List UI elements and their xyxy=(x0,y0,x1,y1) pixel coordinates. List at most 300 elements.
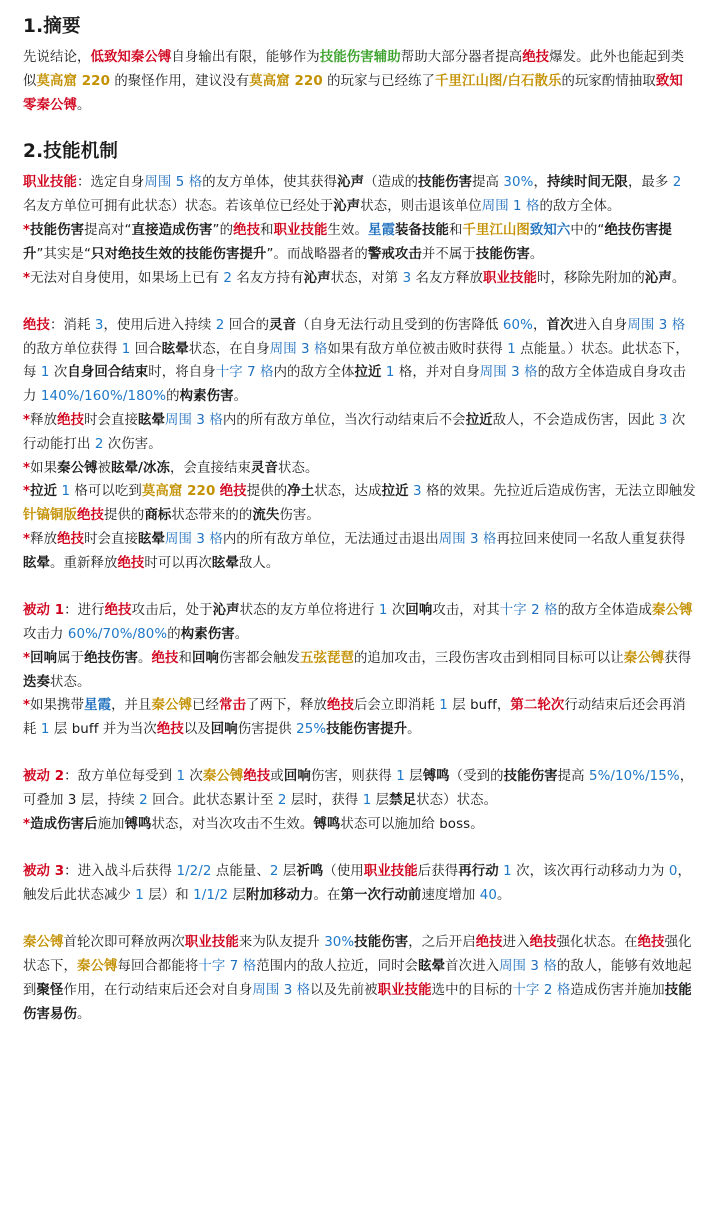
text-run: 140%/160%/180% xyxy=(40,389,167,405)
text-run: 攻击后，处于 xyxy=(131,603,213,619)
text-run: 莫高窟 220 xyxy=(249,73,323,89)
text-run: 技能伤害 xyxy=(354,935,409,951)
text-run: ：敌方单位每受到 xyxy=(64,769,177,785)
text-run: 针镐铜版 xyxy=(23,508,77,524)
text-run: 镈鸣 xyxy=(422,769,450,785)
text-run: 时会直接 xyxy=(84,413,139,429)
text-run: 层 xyxy=(371,793,390,809)
text-run: 绝技 xyxy=(76,508,104,524)
text-run: 作用，在行动结束后还会对自身 xyxy=(63,983,253,998)
text-run: 常击 xyxy=(219,698,246,714)
text-run: 无法对自身使用，如果场上已有 xyxy=(30,270,224,286)
text-run: 沁声 xyxy=(212,603,240,619)
text-run: 。 xyxy=(138,650,152,666)
text-run: 周围 3 格 xyxy=(252,983,311,998)
text-run: 2 xyxy=(269,864,279,880)
text-run: 十字 7 格 xyxy=(215,365,274,381)
text-run: 绝技伤害提升 xyxy=(23,222,672,262)
text-run: 星霞 xyxy=(368,222,395,238)
text-run: 点能量、 xyxy=(211,864,270,880)
text-run: 攻击，对其 xyxy=(432,603,500,619)
text-run: 次行动能打出 xyxy=(23,413,686,452)
passive-2-note-1 xyxy=(23,813,696,837)
text-run: 1 xyxy=(396,769,405,785)
text-run: 提高 xyxy=(472,175,504,191)
text-run: 灵音 xyxy=(269,317,297,333)
text-run: 。 xyxy=(529,246,544,262)
text-run: ，并且 xyxy=(111,698,152,714)
text-run: 星霞 xyxy=(84,698,112,714)
text-run: 周围 3 格 xyxy=(165,413,223,429)
text-run: 范围内的敌人拉近，同时会 xyxy=(256,959,419,975)
text-run: 十字 2 格 xyxy=(512,983,571,998)
text-run: * xyxy=(23,484,31,500)
text-run: 周围 3 格 xyxy=(499,959,557,975)
text-run: 层 xyxy=(278,864,297,880)
text-run: 技能伤害 xyxy=(475,246,530,262)
text-run: 伤害。 xyxy=(279,508,320,524)
text-run: 层 xyxy=(228,888,247,904)
text-run: 格可以吃到 xyxy=(70,484,142,500)
text-run: 被 xyxy=(97,460,112,476)
text-run: 构素伤害 xyxy=(180,626,235,642)
text-run: 祈鸣 xyxy=(296,864,324,880)
text-run: 警戒攻击 xyxy=(367,246,422,262)
text-run: 强化状态。在 xyxy=(556,935,638,951)
text-run: 职业技能 xyxy=(377,983,432,998)
text-run: 状态的友方单位将进行 xyxy=(239,603,379,619)
text-run: 1 xyxy=(135,888,144,904)
text-run: 绝技 xyxy=(529,935,557,951)
text-run: 了两下，释放 xyxy=(246,698,327,714)
text-run: 如果携带 xyxy=(30,698,85,714)
text-run: 绝技 xyxy=(522,50,550,65)
passive-3-paragraph xyxy=(23,860,696,908)
text-run: 。 xyxy=(671,270,686,286)
text-run: 聚怪 xyxy=(36,983,64,998)
text-run: 25% xyxy=(296,722,327,738)
text-run: ，最多 xyxy=(627,175,673,191)
text-run: ”的 xyxy=(212,222,234,238)
text-run: 的玩家酌情抽取 xyxy=(561,73,656,89)
text-run: 格的效果。先拉近后造成伤害，无法立即触发 xyxy=(421,484,696,500)
text-run: 伤害提供 xyxy=(237,722,297,738)
text-run: 选中的目标的 xyxy=(431,983,513,998)
text-run: 1 xyxy=(61,484,71,500)
text-run: 先说结论， xyxy=(23,50,91,65)
text-run: 回响 xyxy=(30,650,58,666)
text-run: 层 xyxy=(404,769,423,785)
text-run: ， xyxy=(532,317,547,333)
text-run: 来为队友提升 xyxy=(238,935,325,951)
text-run: 回合 xyxy=(130,341,162,357)
text-run: 2 xyxy=(277,793,287,809)
text-run: 的追加攻击，三段伤害攻击到相同目标可以让 xyxy=(353,650,624,666)
text-run: 秦公镈 xyxy=(202,769,244,785)
text-run: 绝技 xyxy=(23,317,50,333)
text-run: ，会直接结束 xyxy=(170,460,251,476)
text-run: 释放 xyxy=(30,413,58,429)
text-run: 3 xyxy=(413,484,422,500)
text-run: 内的所有敌方单位，当次行动结束后不会 xyxy=(222,413,466,429)
text-run: 爆发。此外也能起到类似 xyxy=(23,50,685,89)
text-run: 回响 xyxy=(210,722,238,738)
text-run: 首次 xyxy=(546,317,574,333)
text-run: 40 xyxy=(479,888,498,904)
ultimate-note-1 xyxy=(23,409,696,457)
section-title-mechanics: 2.技能机制 xyxy=(23,141,119,163)
text-run: 技能伤害 xyxy=(30,222,85,238)
text-run: 格，并对自身 xyxy=(394,365,480,381)
text-run: 回响 xyxy=(405,603,433,619)
text-run: 状态，对第 xyxy=(330,270,403,286)
text-run: 状态，达成 xyxy=(314,484,382,500)
text-run: ，可叠加 3 层，持续 xyxy=(23,769,694,809)
text-run: 首轮次即可释放两次 xyxy=(63,935,185,951)
text-run: 以及先前被 xyxy=(310,983,378,998)
text-run: 绝技 xyxy=(156,722,184,738)
text-run: 提供的 xyxy=(103,508,145,524)
text-run: 30% xyxy=(503,175,534,191)
conclusion-paragraph xyxy=(23,931,696,1026)
text-run: 周围 3 格 xyxy=(438,532,497,548)
text-run: 职业技能 xyxy=(184,935,239,951)
text-run: 秦公镈 xyxy=(151,698,193,714)
text-run: * xyxy=(23,460,31,476)
text-run: 2 xyxy=(672,175,682,191)
text-run: 眩晕 xyxy=(161,341,189,357)
text-run: 。 xyxy=(234,626,249,642)
text-run: 次伤害。 xyxy=(103,436,162,452)
text-run: 内的所有敌方单位，无法通过击退出 xyxy=(222,532,439,548)
text-run: 如果 xyxy=(30,460,58,476)
text-run: 秦公镈 xyxy=(23,935,64,951)
text-run: 沁声 xyxy=(333,199,361,215)
text-run: 时可以再次 xyxy=(144,555,212,571)
text-run: 构素伤害 xyxy=(179,389,234,405)
text-run: 并不属于 xyxy=(421,246,476,262)
text-run: 次 xyxy=(185,769,203,785)
text-run: 帮助大部分器者提高 xyxy=(400,50,523,65)
text-run: 3 xyxy=(94,317,104,333)
text-run: 2 xyxy=(139,793,148,809)
text-run: 施加 xyxy=(97,817,125,833)
text-run: 绝技 xyxy=(326,698,354,714)
text-run: 的敌方单位获得 xyxy=(23,341,122,357)
text-run: 周围 1 格 xyxy=(481,199,540,215)
text-run: 眩晕 xyxy=(418,959,446,975)
text-run: 眩晕 xyxy=(211,555,239,571)
text-run: 的敌方全体造成自身攻击力 xyxy=(23,365,687,405)
text-run: 拉近 xyxy=(354,365,382,381)
text-run: 强化状态下， xyxy=(23,935,692,975)
text-run: 1 xyxy=(121,341,131,357)
text-run: 和 xyxy=(260,222,274,238)
summary-paragraph xyxy=(23,46,696,117)
text-run: 的 xyxy=(167,626,181,642)
text-run: ：消耗 xyxy=(49,317,95,333)
text-run: 拉近 xyxy=(30,484,58,500)
text-run: 次，该次再行动移动力为 xyxy=(511,864,669,880)
text-run: ， xyxy=(533,175,547,191)
text-run: 次 xyxy=(49,365,68,381)
text-run: 2 xyxy=(215,317,225,333)
ultimate-note-2 xyxy=(23,457,696,481)
text-run: 每回合都能将 xyxy=(117,959,199,975)
text-run: 绝技 xyxy=(233,222,261,238)
ultimate-note-4 xyxy=(23,528,696,576)
text-run: 迭奏 xyxy=(23,674,50,690)
passive-1-paragraph xyxy=(23,599,696,647)
text-run: 1/1/2 xyxy=(193,888,229,904)
text-run: 周围 3 格 xyxy=(165,532,223,548)
text-run: 或 xyxy=(270,769,284,785)
text-run: 状态。 xyxy=(49,674,91,690)
text-run: 五弦琵琶 xyxy=(299,650,354,666)
text-run: 装备技能 xyxy=(395,222,449,238)
text-run: 千里江山图 xyxy=(462,222,530,238)
text-run: 造成伤害后 xyxy=(30,817,98,833)
text-run: 持续时间无限 xyxy=(546,175,628,191)
text-run: 层 buff 并为当次 xyxy=(49,722,157,738)
text-run: 沁声 xyxy=(644,270,672,286)
text-run: 禁足 xyxy=(389,793,417,809)
text-run: 和 xyxy=(448,222,463,238)
text-run: 附加移动力 xyxy=(246,888,314,904)
text-run: 拉近 xyxy=(465,413,493,429)
text-run: 镈鸣 xyxy=(313,817,341,833)
text-run: 被动 2 xyxy=(23,769,65,785)
text-run: 30% xyxy=(324,935,355,951)
text-run: * xyxy=(23,222,31,238)
text-run: 眩晕 xyxy=(138,532,166,548)
text-run: 属于 xyxy=(57,650,85,666)
text-run: 回合的 xyxy=(224,317,270,333)
text-run: 进入 xyxy=(502,935,530,951)
text-run: 2 xyxy=(223,270,232,286)
text-run: 千里江山图/白石散乐 xyxy=(435,73,562,89)
text-run: 商标 xyxy=(144,508,172,524)
text-run: 。 xyxy=(76,1006,91,1022)
text-run: 直接造成伤害 xyxy=(131,222,213,238)
text-run: 技能伤害易伤 xyxy=(23,983,692,1022)
career-skill-note-2 xyxy=(23,267,696,291)
ultimate-note-3 xyxy=(23,480,696,528)
passive-1-note-2 xyxy=(23,694,696,742)
text-run: 的友方单体，使其获得 xyxy=(202,175,338,191)
text-run: ，之后开启 xyxy=(408,935,476,951)
text-run: 的敌方全体。 xyxy=(539,199,621,215)
text-run: 以及 xyxy=(183,722,211,738)
text-run: 60%/70%/80% xyxy=(67,626,168,642)
text-run: ：进行 xyxy=(64,603,105,619)
text-run: ，触发后此状态减少 xyxy=(23,864,691,904)
text-run: ”其实是“ xyxy=(36,246,92,262)
text-run: 秦公镈 xyxy=(652,603,693,619)
text-run: 1 xyxy=(40,365,50,381)
text-run: 第二轮次 xyxy=(510,698,565,714)
text-run: 流失 xyxy=(252,508,280,524)
text-run: * xyxy=(23,532,31,548)
text-run: 如果有敌方单位被击败时获得 xyxy=(327,341,508,357)
text-run: 状态，对当次攻击不生效。 xyxy=(151,817,314,833)
ultimate-paragraph xyxy=(23,314,696,409)
text-run: 只对绝技生效的技能伤害提升 xyxy=(91,246,267,262)
text-run: 伤害都会触发 xyxy=(219,650,300,666)
text-run: 绝技 xyxy=(219,484,247,500)
text-run: 状态，在自身 xyxy=(188,341,270,357)
text-run: （使用 xyxy=(323,864,364,880)
text-run: 拉近 xyxy=(381,484,409,500)
text-run: 1 xyxy=(362,793,372,809)
text-run: 绝技 xyxy=(151,650,179,666)
text-run: 攻击力 xyxy=(23,626,68,642)
text-run: 低致知秦公镈 xyxy=(90,50,172,65)
text-run: * xyxy=(23,698,31,714)
text-run: 莫高窟 220 xyxy=(141,484,216,500)
passive-2-paragraph xyxy=(23,765,696,813)
text-run: 致知零秦公镈 xyxy=(23,73,683,113)
text-run: 敌人，不会造成伤害，因此 xyxy=(492,413,659,429)
text-run: 周围 5 格 xyxy=(144,175,203,191)
text-run: 十字 7 格 xyxy=(198,959,257,975)
text-run: 3 xyxy=(402,270,412,286)
text-run: 沁声 xyxy=(303,270,331,286)
text-run: 状态可以施加给 boss。 xyxy=(340,817,484,833)
text-run: 秦公镈 xyxy=(623,650,665,666)
text-run: 职业技能 xyxy=(363,864,418,880)
text-run: 再行动 xyxy=(458,864,499,880)
text-run: 次 xyxy=(387,603,406,619)
text-run: 伤害，则获得 xyxy=(310,769,397,785)
text-run: 获得 xyxy=(664,650,692,666)
text-run: 已经 xyxy=(192,698,220,714)
text-run: 后会立即消耗 xyxy=(353,698,440,714)
text-run: 回合。此状态累计至 xyxy=(147,793,278,809)
text-run: 状态，则击退该单位 xyxy=(360,199,482,215)
text-run: 后获得 xyxy=(417,864,459,880)
text-run: （受到的 xyxy=(449,769,504,785)
text-run: 眩晕/冰冻 xyxy=(111,460,171,476)
passive-1-note-1 xyxy=(23,647,696,695)
text-run: 3 xyxy=(658,413,668,429)
text-run: 名友方释放 xyxy=(411,270,484,286)
text-run: 敌人。 xyxy=(238,555,280,571)
text-run: 绝技 xyxy=(243,769,271,785)
text-run: ”。而战略器者的 xyxy=(266,246,368,262)
text-run: 点能量。）状态。此状态下，每 xyxy=(23,341,689,381)
text-run: 的 xyxy=(166,389,180,405)
text-run: 1 xyxy=(378,603,388,619)
text-run: 秦公镈 xyxy=(57,460,98,476)
text-run: 灵音 xyxy=(250,460,278,476)
text-run: 行动结束后还会再消耗 xyxy=(23,698,686,738)
text-run: 0 xyxy=(668,864,678,880)
text-run: 净土 xyxy=(287,484,315,500)
text-run: 的聚怪作用，建议没有 xyxy=(110,73,250,89)
text-run: * xyxy=(23,413,31,429)
text-run: 层）和 xyxy=(143,888,194,904)
text-run: 职业技能 xyxy=(483,270,537,286)
text-run: 十字 2 格 xyxy=(499,603,558,619)
text-run: 状态）状态。 xyxy=(416,793,498,809)
text-run: 和 xyxy=(178,650,193,666)
text-run: 被动 3 xyxy=(23,864,65,880)
text-run: 1 xyxy=(40,722,50,738)
text-run: 周围 3 格 xyxy=(627,317,686,333)
text-run: ，使用后进入持续 xyxy=(103,317,216,333)
text-run: 1 xyxy=(176,769,186,785)
career-skill-paragraph xyxy=(23,171,696,219)
text-run: 1 xyxy=(385,365,395,381)
text-run: 眩晕 xyxy=(23,555,50,571)
text-run: 。 xyxy=(233,389,248,405)
text-run: 。 xyxy=(76,97,91,113)
text-run: 第一次行动前 xyxy=(340,888,422,904)
text-run: 的敌人，能够有效地起到 xyxy=(23,959,692,998)
text-run: 自身输出有限，能够作为 xyxy=(171,50,320,65)
text-run: 绝技伤害 xyxy=(84,650,139,666)
text-run: 提高 xyxy=(557,769,589,785)
text-run: 1 xyxy=(503,864,512,880)
career-skill-note-1 xyxy=(23,219,696,267)
text-run: 周围 3 格 xyxy=(479,365,538,381)
text-run: 60% xyxy=(502,317,533,333)
text-run: 状态带来的的 xyxy=(171,508,253,524)
text-run: 内的敌方全体 xyxy=(273,365,355,381)
text-run: 职业技能 xyxy=(23,175,77,191)
text-run: 。 xyxy=(407,722,421,738)
text-run: 技能伤害 xyxy=(418,175,473,191)
section-title-summary: 1.摘要 xyxy=(23,16,81,37)
text-run: 1 xyxy=(507,341,516,357)
text-run: 致知六 xyxy=(529,222,571,238)
text-run: 技能伤害提升 xyxy=(326,722,408,738)
text-run: 周围 3 格 xyxy=(269,341,328,357)
text-run: 的玩家与已经练了 xyxy=(322,73,436,89)
text-run: 绝技 xyxy=(117,555,145,571)
text-run: 进入自身 xyxy=(573,317,628,333)
text-run: 中的“ xyxy=(570,222,605,238)
text-run: 自身回合结束 xyxy=(67,365,149,381)
text-run: 造成伤害并施加 xyxy=(570,983,665,998)
text-run: 回响 xyxy=(192,650,220,666)
text-run: 。在 xyxy=(313,888,341,904)
text-run: 释放 xyxy=(30,532,58,548)
text-run: * xyxy=(23,817,31,833)
text-run: 时会直接 xyxy=(84,532,139,548)
text-run: 莫高窟 220 xyxy=(36,73,110,89)
text-run: 绝技 xyxy=(57,413,85,429)
text-run: 绝技 xyxy=(104,603,132,619)
text-run: 名友方持有 xyxy=(231,270,304,286)
text-run: （造成的 xyxy=(364,175,419,191)
text-run: ：进入战斗后获得 xyxy=(64,864,177,880)
text-run: 时，移除先附加的 xyxy=(536,270,645,286)
text-run: 再拉回来使同一名敌人重复获得 xyxy=(496,532,686,548)
text-run: （自身无法行动且受到的伤害降低 xyxy=(296,317,503,333)
text-run: 眩晕 xyxy=(138,413,166,429)
text-run: 生效。 xyxy=(327,222,369,238)
text-run: 被动 1 xyxy=(23,603,65,619)
text-run: 2 xyxy=(94,436,104,452)
text-run: 首次进入 xyxy=(445,959,500,975)
text-run: 。 xyxy=(497,888,511,904)
text-run: 职业技能 xyxy=(273,222,328,238)
text-run: 名友方单位可拥有此状态）状态。若该单位已经处于 xyxy=(23,199,334,215)
text-run: 秦公镈 xyxy=(76,959,118,975)
text-run: 。重新释放 xyxy=(49,555,118,571)
